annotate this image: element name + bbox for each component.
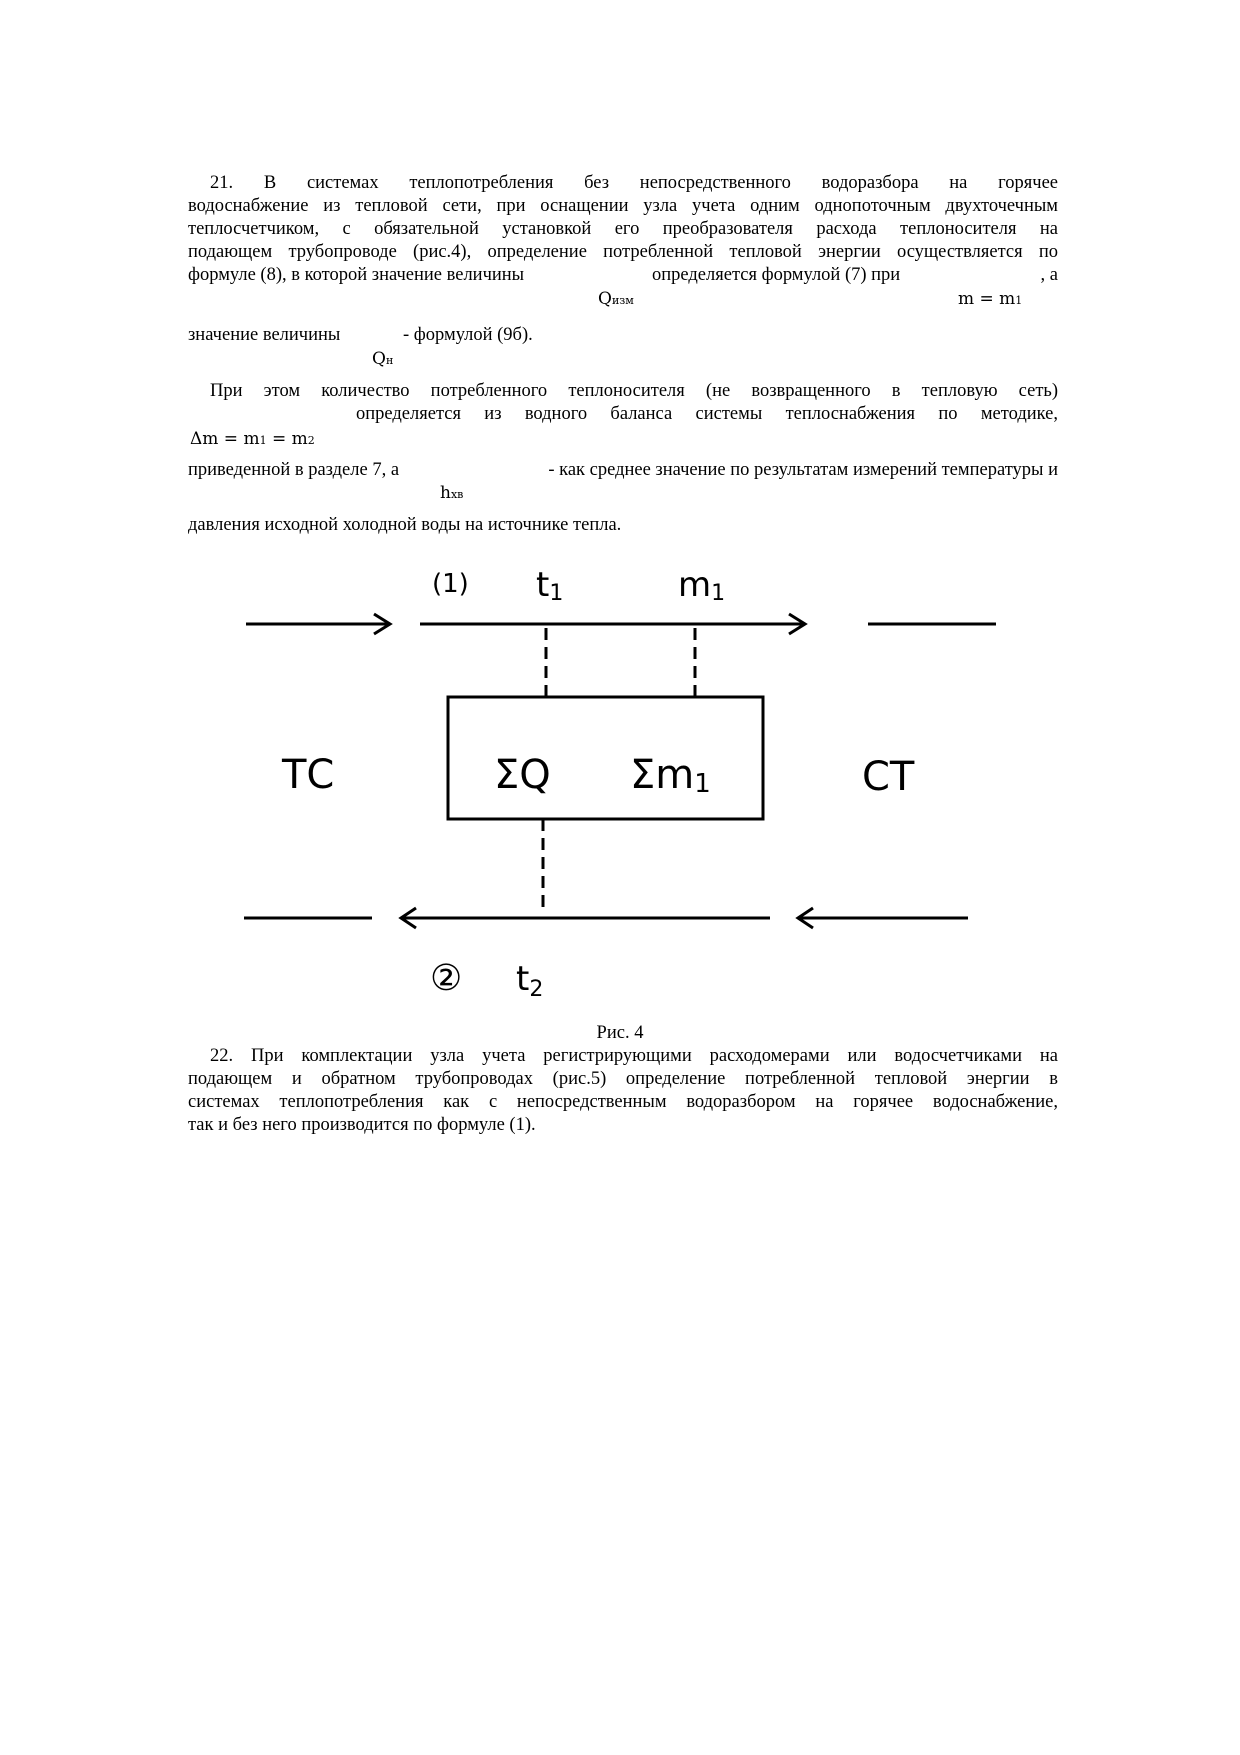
mass-line2: определяется из водного баланса системы теплоснабжения по методике, (356, 404, 1058, 424)
t1-label: t1 (536, 565, 564, 606)
q-n-main: Q (372, 349, 386, 369)
q-n-sub: н (385, 354, 394, 367)
mass-line1: При этом количество потребленного теплоносителя (не возвращенного в тепловую сеть) (210, 381, 1058, 401)
q-izm-sub: изм (611, 294, 634, 307)
para21-line1: 21. В системах теплопотребления без непосредственного водоразбора на горячее (210, 173, 1058, 193)
m-eq-main: m = m (958, 289, 1016, 309)
para21-line6a: значение величины (188, 325, 341, 345)
supply-marker: (1) (432, 569, 469, 599)
mass-line3a: приведенной в разделе 7, а (188, 460, 400, 480)
h-sub: хв (450, 488, 464, 501)
m1-label: m1 (678, 565, 726, 606)
figure-caption: Рис. 4 (596, 1023, 644, 1043)
left-label-tc: ТС (282, 752, 335, 798)
para21-line5c: , а (1040, 265, 1058, 285)
para22-line3: системах теплопотребления как с непосредственным водоразбором на горячее водоснабжение, (188, 1092, 1058, 1112)
dm-sub2: 2 (307, 434, 315, 447)
para21-line3: теплосчетчиком, с обязательной установкой его преобразователя расхода теплоносителя на (188, 219, 1058, 239)
para21-line4: подающем трубопроводе (рис.4), определение потребленной тепловой энергии осуществляется по (188, 242, 1058, 262)
para21-line2: водоснабжение из тепловой сети, при оснащении узла учета одним однопоточным двухточечным (188, 196, 1058, 216)
q-izm-main: Q (598, 289, 612, 309)
paragraph-22 (188, 1045, 1058, 1137)
h-main: h (440, 483, 451, 503)
para22-line1: 22. При комплектации узла учета регистрирующими расходомерами или водосчетчиками на (210, 1046, 1058, 1066)
dm-mid: = m (266, 429, 308, 449)
para21-line5a: формуле (8), в которой значение величины (188, 265, 525, 285)
para21-line6b: - формулой (9б). (403, 325, 533, 345)
para22-line4: так и без него производится по формуле (1). (188, 1115, 536, 1135)
para22-line2: подающем и обратном трубопроводах (рис.5) определение потребленной тепловой энергии в (188, 1069, 1058, 1089)
sum-q-label: ΣQ (494, 752, 551, 798)
dm-main: Δm = m (190, 429, 260, 449)
sum-m-label: Σm1 (630, 752, 711, 799)
mass-line4-text: давления исходной холодной воды на источнике тепла. (188, 515, 622, 535)
para21-line5b: определяется формулой (7) при (652, 265, 901, 285)
return-marker: ② (430, 958, 463, 999)
mass-line3b: - как среднее значение по результатам измерений температуры и (548, 460, 1058, 480)
t2-label: t2 (516, 959, 544, 1002)
right-label-ct: СТ (862, 754, 915, 800)
dm-sub1: 1 (259, 434, 267, 447)
m-eq-sub: 1 (1015, 294, 1023, 307)
